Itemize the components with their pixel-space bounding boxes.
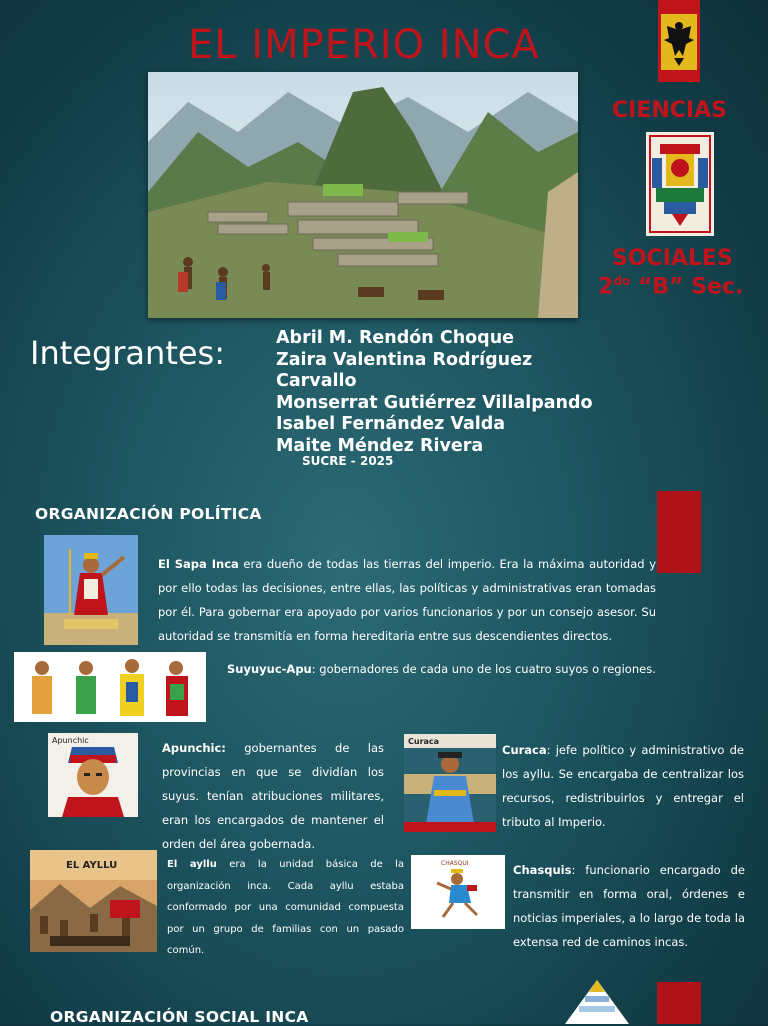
section-heading-politica: ORGANIZACIÓN POLÍTICA: [35, 505, 262, 523]
subject-sociales: SOCIALES: [612, 246, 733, 271]
member-name: Carvallo: [276, 371, 357, 391]
inca-emblem: [646, 132, 714, 236]
curaca-paragraph: Curaca: jefe político y administrativo de los ayllu. Se encargaba de centralizar los recursos, redistribuirlos y entregar el tributo al Imperio.: [502, 743, 744, 829]
chasquis-paragraph: Chasquis: funcionario encargado de transmitir en forma oral, órdenes e noticias imperiales, a lo largo de toda la extensa red de caminos incas.: [513, 863, 745, 949]
suyuyuc-apu-paragraph: Suyuyuc-Apu: gobernadores de cada uno de los cuatro suyos o regiones.: [227, 662, 656, 676]
integrantes-label: Integrantes:: [30, 334, 225, 372]
apunchic-caption: Apunchic: [52, 736, 89, 745]
machu-picchu-image: [148, 72, 578, 318]
curaca-image: [404, 734, 496, 832]
sapa-inca-image: [44, 535, 138, 645]
apunchic-image: [48, 733, 138, 817]
chasqui-image: [411, 855, 505, 929]
red-accent-bar: [657, 982, 701, 1024]
sapa-inca-paragraph: El Sapa Inca era dueño de todas las tierras del imperio. Era la máxima autoridad y por ello todas las decisiones, entre ellas, las políticas y administrativas eran tomadas por él. Para gobernar era apoyado por varios funcionarios y por un consejo asesor. Su autoridad se transmitía en forma hereditaria entre sus descendientes directos.: [158, 557, 657, 643]
section-heading-social: ORGANIZACIÓN SOCIAL INCA: [50, 1008, 309, 1026]
member-name: Abril M. Rendón Choque: [276, 328, 515, 348]
grade-label: $2^{do}$ “B” Sec.: [598, 274, 744, 300]
social-pyramid-image: [565, 978, 630, 1024]
member-name: Zaira Valentina Rodríguez: [276, 349, 533, 370]
ayllu-caption: EL AYLLU: [66, 860, 118, 871]
apunchic-paragraph: Apunchic: gobernantes de las provincias en que se dividían los suyus. tenían atribuciones militares, eran los encargados de mantener el orden del área gobernada.: [162, 741, 384, 851]
subject-ciencias: CIENCIAS: [612, 98, 727, 123]
curaca-caption: Curaca: [408, 737, 440, 746]
red-accent-bar: [657, 491, 701, 573]
ayllu-image: [30, 850, 157, 952]
place-year: SUCRE - 2025: [302, 454, 394, 468]
page-title: EL IMPERIO INCA: [188, 22, 540, 68]
member-name: Isabel Fernández Valda: [276, 414, 506, 434]
ayllu-paragraph: El ayllu era la unidad básica de la organización inca. Cada ayllu estaba conformado por una comunidad compuesta por un grupo de familias con un pasado común.: [167, 859, 404, 956]
member-name: Maite Méndez Rivera: [276, 435, 484, 456]
eagle-emblem: [658, 0, 700, 82]
member-list: [276, 328, 593, 457]
member-name: Monserrat Gutiérrez Villalpando: [276, 392, 593, 413]
suyuyuc-apu-image: [14, 652, 206, 722]
chasqui-caption: CHASQUI: [441, 860, 469, 867]
